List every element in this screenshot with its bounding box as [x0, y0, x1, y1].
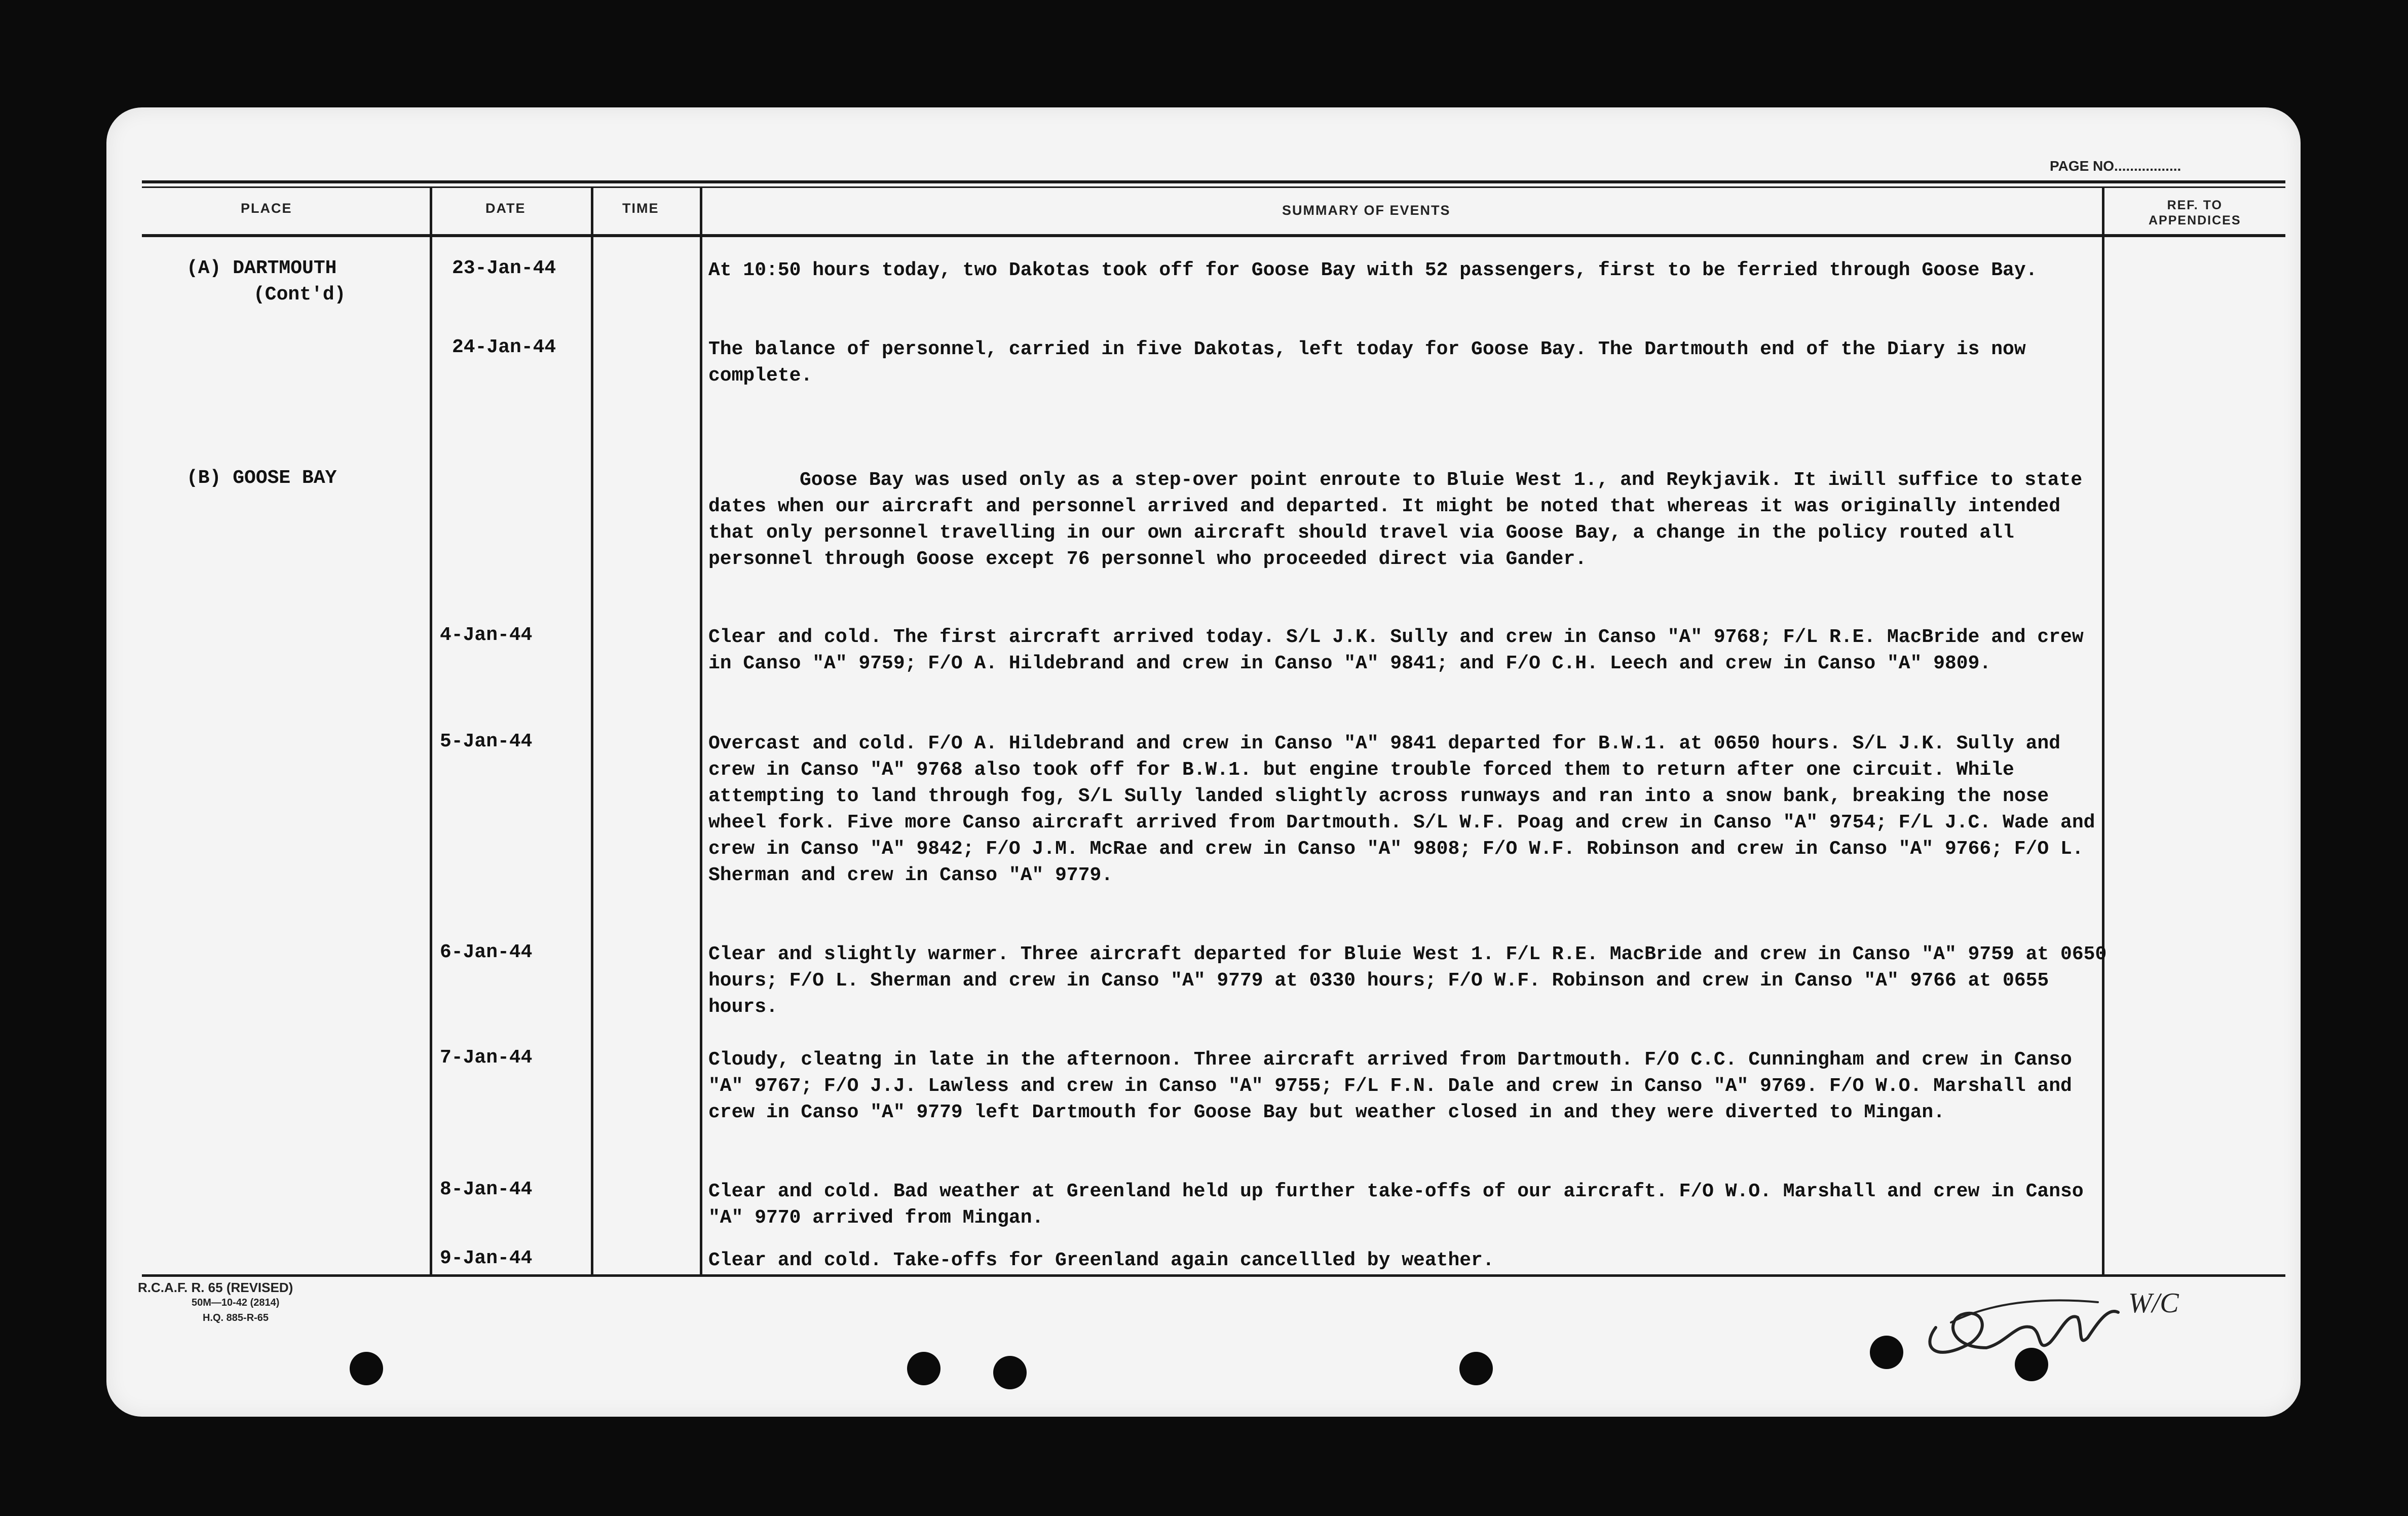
entry-text: Clear and slightly warmer. Three aircraft departed for Bluie West 1. F/L R.E. MacBride and crew in Canso "A" 9759 at 0650 hours; F/O L. Sherman and crew in Canso "A" 9779 at 0330 hours; F/O W.F. Robinson and crew in Canso "A" 9766 at 0655 hours. — [708, 943, 2107, 1018]
page-number-label: PAGE NO................. — [2050, 158, 2181, 174]
header-bottom-rule — [142, 234, 2285, 237]
entry-text: Goose Bay was used only as a step-over point enroute to Bluie West 1., and Reykjavik. It iwill suffice to state dates when our aircraft and personnel arrived and departed. It might be noted that whereas it was originally intended that only personnel travelling in our own aircraft should travel via Goose Bay, a change in the policy routed all personnel through Goose except 76 personnel who proceeded direct via Gander. — [708, 469, 2083, 570]
place-label-goose-bay: (B) GOOSE BAY — [186, 467, 337, 489]
punch-hole — [1870, 1336, 1903, 1369]
punch-hole — [1459, 1352, 1493, 1385]
entry-date: 6-Jan-44 — [440, 941, 533, 963]
signature-rank: W/C — [2128, 1287, 2179, 1319]
entry-date: 7-Jan-44 — [440, 1047, 533, 1069]
header-top-rule-2 — [142, 186, 2285, 188]
entry-date: 23-Jan-44 — [452, 257, 556, 279]
entry-date: 9-Jan-44 — [440, 1247, 533, 1269]
entry-text: Clear and cold. The first aircraft arrived today. S/L J.K. Sully and crew in Canso "A" 9768; F/L R.E. MacBride and crew in Canso "A" 9759; F/O A. Hildebrand and crew in Canso "A" 9841; and F/O C.H. Leech and crew in Canso "A" 9809. — [708, 626, 2084, 674]
form-code-line1: R.C.A.F. R. 65 (REVISED) — [138, 1280, 293, 1295]
entry-text: At 10:50 hours today, two Dakotas took off for Goose Bay with 52 passengers, first to be ferried through Goose Bay. — [708, 259, 2038, 281]
entry-date: 5-Jan-44 — [440, 731, 533, 752]
place-label-dartmouth: (A) DARTMOUTH — [186, 257, 337, 279]
entry-date: 8-Jan-44 — [440, 1179, 533, 1200]
entry-date: 24-Jan-44 — [452, 336, 556, 358]
punch-hole — [907, 1352, 940, 1385]
column-header-place: PLACE — [241, 201, 292, 216]
handwritten-signature — [1915, 1267, 2128, 1368]
form-code-line2: 50M—10-42 (2814) — [192, 1297, 280, 1308]
entry-text: Overcast and cold. F/O A. Hildebrand and crew in Canso "A" 9841 departed for B.W.1. at 0650 hours. S/L J.K. Sully and crew in Canso "A" 9768 also took off for B.W.1. but engine trouble forced them to return after one circuit. While attempting to land through fog, S/L Sully landed slightly across runways and ran into a snow bank, breaking the nose wheel fork. Five more Canso aircraft arrived from Dartmouth. S/L W.F. Poag and crew in Canso "A" 9754; F/L J.C. Wade and crew in Canso "A" 9842; F/O J.M. McRae and crew in Canso "A" 9808; F/O W.F. Robinson and crew in Canso "A" 9766; F/O L. Sherman and crew in Canso "A" 9779. — [708, 733, 2095, 886]
column-header-time: TIME — [622, 201, 659, 216]
punch-hole — [350, 1352, 383, 1385]
column-header-ref: REF. TO APPENDICES — [2149, 198, 2241, 228]
entry-date: 4-Jan-44 — [440, 624, 533, 646]
entry-text: Clear and cold. Bad weather at Greenland held up further take-offs of our aircraft. F/O W.O. Marshall and crew in Canso "A" 9770 arrived from Mingan. — [708, 1181, 2084, 1229]
entry-text: The balance of personnel, carried in five Dakotas, left today for Goose Bay. The Dartmouth end of the Diary is now complete. — [708, 338, 2026, 387]
place-label-dartmouth-contd: (Cont'd) — [253, 284, 346, 306]
entry-text: Cloudy, cleatng in late in the afternoon. Three aircraft arrived from Dartmouth. F/O C.C. Cunningham and crew in Canso "A" 9767; F/O J.J. Lawless and crew in Canso "A" 9755; F/L F.N. Dale and crew in Canso "A" 9769. F/O W.O. Marshall and crew in Canso "A" 9779 left Dartmouth for Goose Bay but weather closed in and they were diverted to Mingan. — [708, 1049, 2072, 1123]
column-header-date: DATE — [485, 201, 526, 216]
entry-text: Clear and cold. Take-offs for Greenland again cancellled by weather. — [708, 1249, 1494, 1271]
column-rule-date — [430, 186, 432, 1276]
column-header-summary: SUMMARY OF EVENTS — [1282, 203, 1451, 218]
header-top-rule — [142, 180, 2285, 183]
column-rule-time — [591, 186, 593, 1276]
form-code-line3: H.Q. 885-R-65 — [203, 1312, 269, 1323]
column-rule-summary — [700, 186, 702, 1276]
punch-hole — [993, 1356, 1027, 1389]
